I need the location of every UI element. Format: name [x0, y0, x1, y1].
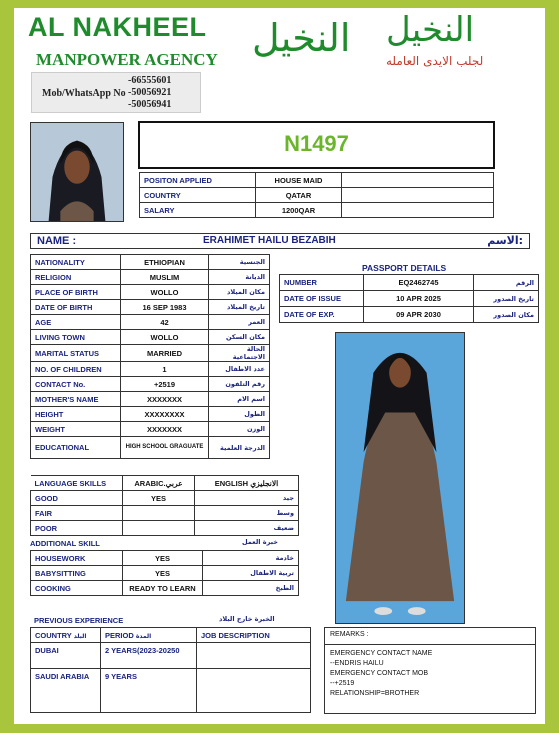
field-label: NATIONALITY — [31, 255, 121, 270]
additional-skill-table — [30, 550, 299, 596]
field-label: DATE OF EXP. — [280, 307, 364, 323]
field-label: DATE OF BIRTH — [31, 300, 121, 315]
field-label-arabic: الجنسية — [209, 255, 270, 270]
field-value: HIGH SCHOOL GRAGUATE — [121, 437, 209, 459]
field-label: NO. OF CHILDREN — [31, 362, 121, 377]
personal-row — [31, 315, 270, 330]
period-column-arabic: المدة — [135, 632, 152, 640]
skill-level: FAIR — [31, 506, 123, 521]
english-column: ENGLISH الانجليزي — [195, 476, 299, 491]
skill-name: HOUSEWORK — [31, 551, 123, 566]
cv-page — [14, 8, 545, 724]
remarks-line: EMERGENCY CONTACT MOB — [330, 670, 429, 677]
field-value: MUSLIM — [121, 270, 209, 285]
arabic-column: ARABIC.عربي — [123, 476, 195, 491]
contact-box — [31, 72, 201, 113]
field-label-arabic: تاريخ الميلاد — [209, 300, 270, 315]
personal-row — [31, 437, 270, 459]
field-value: MARRIED — [121, 345, 209, 362]
personal-row — [31, 377, 270, 392]
additional-skill-title-arabic: خبرة العمل — [242, 538, 278, 546]
field-label-arabic: تاريخ الصدور — [474, 291, 539, 307]
remarks-line: EMERGENCY CONTACT NAME — [330, 650, 433, 657]
field-value: HOUSE MAID — [256, 173, 342, 188]
field-label: WEIGHT — [31, 422, 121, 437]
field-label-arabic: مكان الميلاد — [209, 285, 270, 300]
field-value: QATAR — [256, 188, 342, 203]
full-body-photo — [335, 332, 465, 624]
field-label-arabic: رقم التلفون — [209, 377, 270, 392]
candidate-name: ERAHIMET HAILU BEZABIH — [203, 235, 336, 246]
field-value: EQ2462745 — [364, 275, 474, 291]
field-value: 1200QAR — [256, 203, 342, 218]
skill-name: BABYSITTING — [31, 566, 123, 581]
field-label-arabic: مكان السكن — [209, 330, 270, 345]
field-label-arabic: الرقم — [474, 275, 539, 291]
previous-experience-title-arabic: الخبرة خارج البلاد — [219, 615, 275, 623]
period-column: PERIOD — [105, 630, 134, 640]
agency-arabic-name: النخيل — [386, 10, 475, 50]
field-value: 10 APR 2025 — [364, 291, 474, 307]
previous-experience-title: PREVIOUS EXPERIENCE — [34, 616, 124, 625]
country-column-arabic: البلد — [73, 632, 87, 640]
language-skills-table — [30, 475, 299, 536]
phone-number[interactable]: -50056941 — [128, 99, 172, 110]
field-label: POSITON APPLIED — [140, 173, 256, 188]
personal-row — [31, 407, 270, 422]
country-column: COUNTRY — [35, 630, 72, 640]
field-label-arabic: الطول — [209, 407, 270, 422]
reference-code-box — [138, 121, 495, 169]
reference-code: N1497 — [284, 131, 349, 156]
field-label: SALARY — [140, 203, 256, 218]
level-arabic: وسط — [195, 506, 299, 521]
palm-logo-icon: النخيل — [252, 16, 351, 60]
field-label: COUNTRY — [140, 188, 256, 203]
personal-row — [31, 285, 270, 300]
remarks-line: RELATIONSHIP=BROTHER — [330, 690, 420, 697]
personal-row — [31, 300, 270, 315]
field-label-arabic: الديانة — [209, 270, 270, 285]
skill-arabic: خادمة — [203, 551, 299, 566]
skill-value: YES — [123, 566, 203, 581]
field-label: HEIGHT — [31, 407, 121, 422]
field-value: XXXXXXXX — [121, 407, 209, 422]
skill-level: POOR — [31, 521, 123, 536]
name-bar — [30, 233, 530, 249]
arabic-level: YES — [123, 491, 195, 506]
application-table — [139, 172, 494, 218]
phone-number[interactable]: -50056921 — [128, 87, 172, 98]
personal-row — [31, 422, 270, 437]
field-label-arabic: الوزن — [209, 422, 270, 437]
field-label: MOTHER'S NAME — [31, 392, 121, 407]
field-value: ETHIOPIAN — [121, 255, 209, 270]
remarks-box — [324, 627, 536, 714]
skill-arabic: تربية الاطفال — [203, 566, 299, 581]
field-value: 09 APR 2030 — [364, 307, 474, 323]
personal-row — [31, 270, 270, 285]
field-value: WOLLO — [121, 285, 209, 300]
field-value: 1 — [121, 362, 209, 377]
field-label: NUMBER — [280, 275, 364, 291]
experience-table — [30, 627, 311, 713]
agency-name: AL NAKHEEL — [28, 12, 207, 42]
personal-row — [31, 255, 270, 270]
experience-period: 2 YEARS(2023-20250 — [101, 643, 197, 669]
field-label-arabic: مكان الصدور — [474, 307, 539, 323]
personal-row — [31, 345, 270, 362]
name-label-arabic: الاسم: — [487, 234, 523, 247]
personal-details-table — [30, 254, 270, 459]
additional-skill-title: ADDITIONAL SKILL — [30, 539, 100, 548]
experience-period: 9 YEARS — [101, 669, 197, 713]
field-label-arabic: الحالة الاجتماعية — [209, 345, 270, 362]
agency-subtitle: MANPOWER AGENCY — [36, 50, 218, 69]
field-label-arabic: اسم الام — [209, 392, 270, 407]
language-header: LANGUAGE SKILLS — [31, 476, 123, 491]
contact-label: Mob/WhatsApp No — [42, 88, 126, 99]
field-label-arabic: الدرجة العلمية — [209, 437, 270, 459]
field-label-arabic: العمر — [209, 315, 270, 330]
level-arabic: ضعيف — [195, 521, 299, 536]
personal-row — [31, 392, 270, 407]
field-label: MARITAL STATUS — [31, 345, 121, 362]
field-label: LIVING TOWN — [31, 330, 121, 345]
experience-country: SAUDI ARABIA — [31, 669, 101, 713]
passport-title: PASSPORT DETAILS — [362, 263, 447, 273]
field-value: XXXXXXX — [121, 392, 209, 407]
field-value: 16 SEP 1983 — [121, 300, 209, 315]
field-label: PLACE OF BIRTH — [31, 285, 121, 300]
agency-arabic-tagline: لجلب الايدى العامله — [386, 54, 484, 68]
personal-row — [31, 330, 270, 345]
personal-row — [31, 362, 270, 377]
field-label: AGE — [31, 315, 121, 330]
skill-value: READY TO LEARN — [123, 581, 203, 596]
field-value: +2519 — [121, 377, 209, 392]
field-value: XXXXXXX — [121, 422, 209, 437]
field-value: WOLLO — [121, 330, 209, 345]
field-label: RELIGION — [31, 270, 121, 285]
field-label: DATE OF ISSUE — [280, 291, 364, 307]
skill-value: YES — [123, 551, 203, 566]
field-label: CONTACT No. — [31, 377, 121, 392]
name-label: NAME : — [37, 235, 77, 247]
field-value: 42 — [121, 315, 209, 330]
phone-number[interactable]: -66555601 — [128, 75, 172, 86]
skill-level: GOOD — [31, 491, 123, 506]
skill-arabic: الطبخ — [203, 581, 299, 596]
level-arabic: جيد — [195, 491, 299, 506]
remarks-line: --ENDRIS HAILU — [330, 660, 384, 667]
remarks-label: REMARKS : — [325, 628, 535, 645]
field-label: EDUCATIONAL — [31, 437, 121, 459]
skill-name: COOKING — [31, 581, 123, 596]
description-column: JOB DESCRIPTION — [197, 628, 311, 643]
remarks-line: --+2519 — [330, 680, 355, 687]
portrait-photo — [30, 122, 124, 222]
passport-table — [279, 274, 539, 323]
field-label-arabic: عدد الاطفال — [209, 362, 270, 377]
experience-country: DUBAI — [31, 643, 101, 669]
